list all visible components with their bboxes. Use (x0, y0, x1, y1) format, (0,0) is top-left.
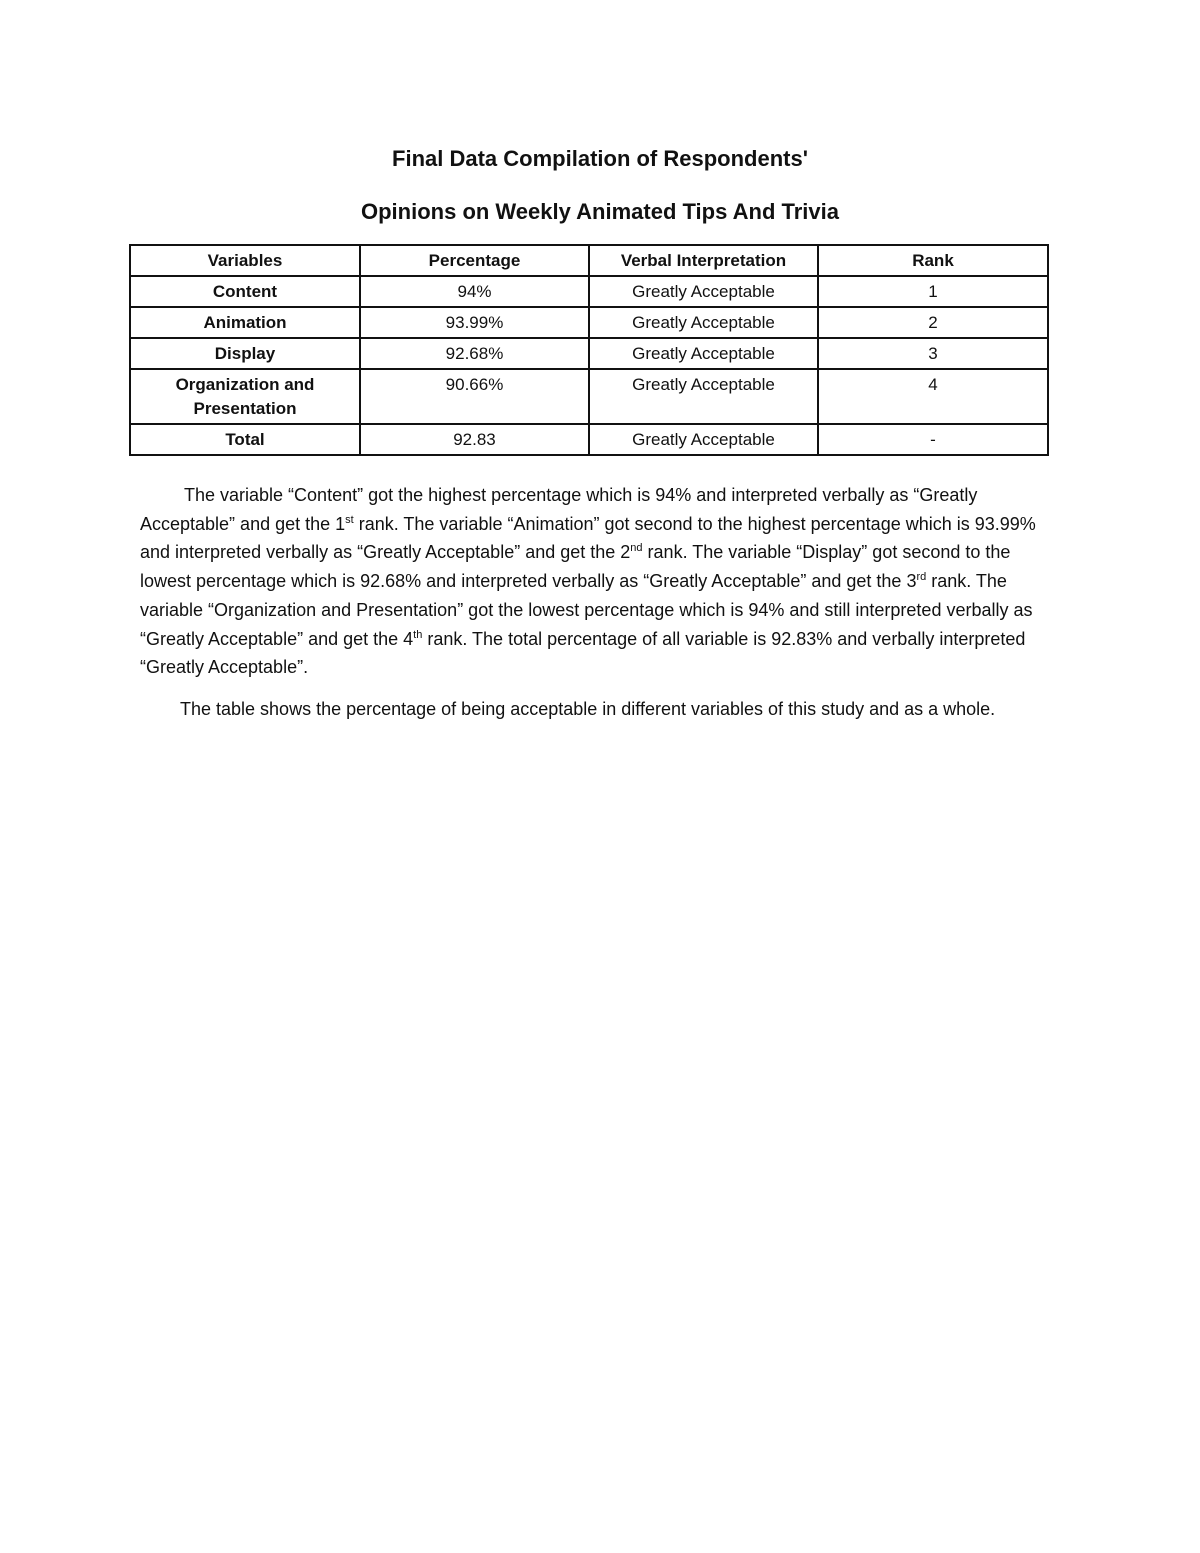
cell-variable: Content (130, 276, 360, 307)
cell-variable: Display (130, 338, 360, 369)
header-percentage: Percentage (360, 245, 589, 276)
table-header-row (130, 245, 1048, 276)
table-row (130, 338, 1048, 369)
header-verbal-interpretation: Verbal Interpretation (589, 245, 818, 276)
cell-interpretation: Greatly Acceptable (589, 338, 818, 369)
analysis-paragraph: The variable “Content” got the highest percentage which is 94% and interpreted verbally as “Greatly Acceptable” and get the 1st rank. The variable “Animation” got second to the highest percentage which is 93.99% and interpreted verbally as “Greatly Acceptable” and get the 2nd rank. The variable “Display” got second to the lowest percentage which is 92.68% and interpreted verbally as “Greatly Acceptable” and get the 3rd rank. The variable “Organization and Presentation” got the lowest percentage which is 94% and still interpreted verbally as “Greatly Acceptable” and get the 4th rank. The total percentage of all variable is 92.83% and verbally interpreted “Greatly Acceptable”. (140, 485, 1036, 678)
document-subtitle: Opinions on Weekly Animated Tips And Trivia (361, 199, 839, 224)
document-title: Final Data Compilation of Respondents' (392, 146, 808, 171)
cell-percentage: 94% (360, 276, 589, 307)
cell-variable: Organization and Presentation (130, 369, 360, 424)
cell-interpretation: Greatly Acceptable (589, 307, 818, 338)
cell-percentage: 92.83 (360, 424, 589, 455)
table-row (130, 307, 1048, 338)
cell-variable: Animation (130, 307, 360, 338)
cell-rank: 3 (818, 338, 1048, 369)
table-row (130, 369, 1048, 424)
cell-rank: 2 (818, 307, 1048, 338)
header-rank: Rank (818, 245, 1048, 276)
cell-interpretation: Greatly Acceptable (589, 276, 818, 307)
cell-percentage: 93.99% (360, 307, 589, 338)
cell-interpretation: Greatly Acceptable (589, 369, 818, 424)
summary-paragraph: The table shows the percentage of being acceptable in different variables of this study and as a whole. (180, 699, 996, 719)
cell-variable: Total (130, 424, 360, 455)
table-row-total (130, 424, 1048, 455)
header-variables: Variables (130, 245, 360, 276)
cell-percentage: 90.66% (360, 369, 589, 424)
cell-rank: 4 (818, 369, 1048, 424)
results-table (129, 244, 1049, 456)
cell-rank: 1 (818, 276, 1048, 307)
table-row (130, 276, 1048, 307)
cell-rank: - (818, 424, 1048, 455)
cell-percentage: 92.68% (360, 338, 589, 369)
cell-interpretation: Greatly Acceptable (589, 424, 818, 455)
